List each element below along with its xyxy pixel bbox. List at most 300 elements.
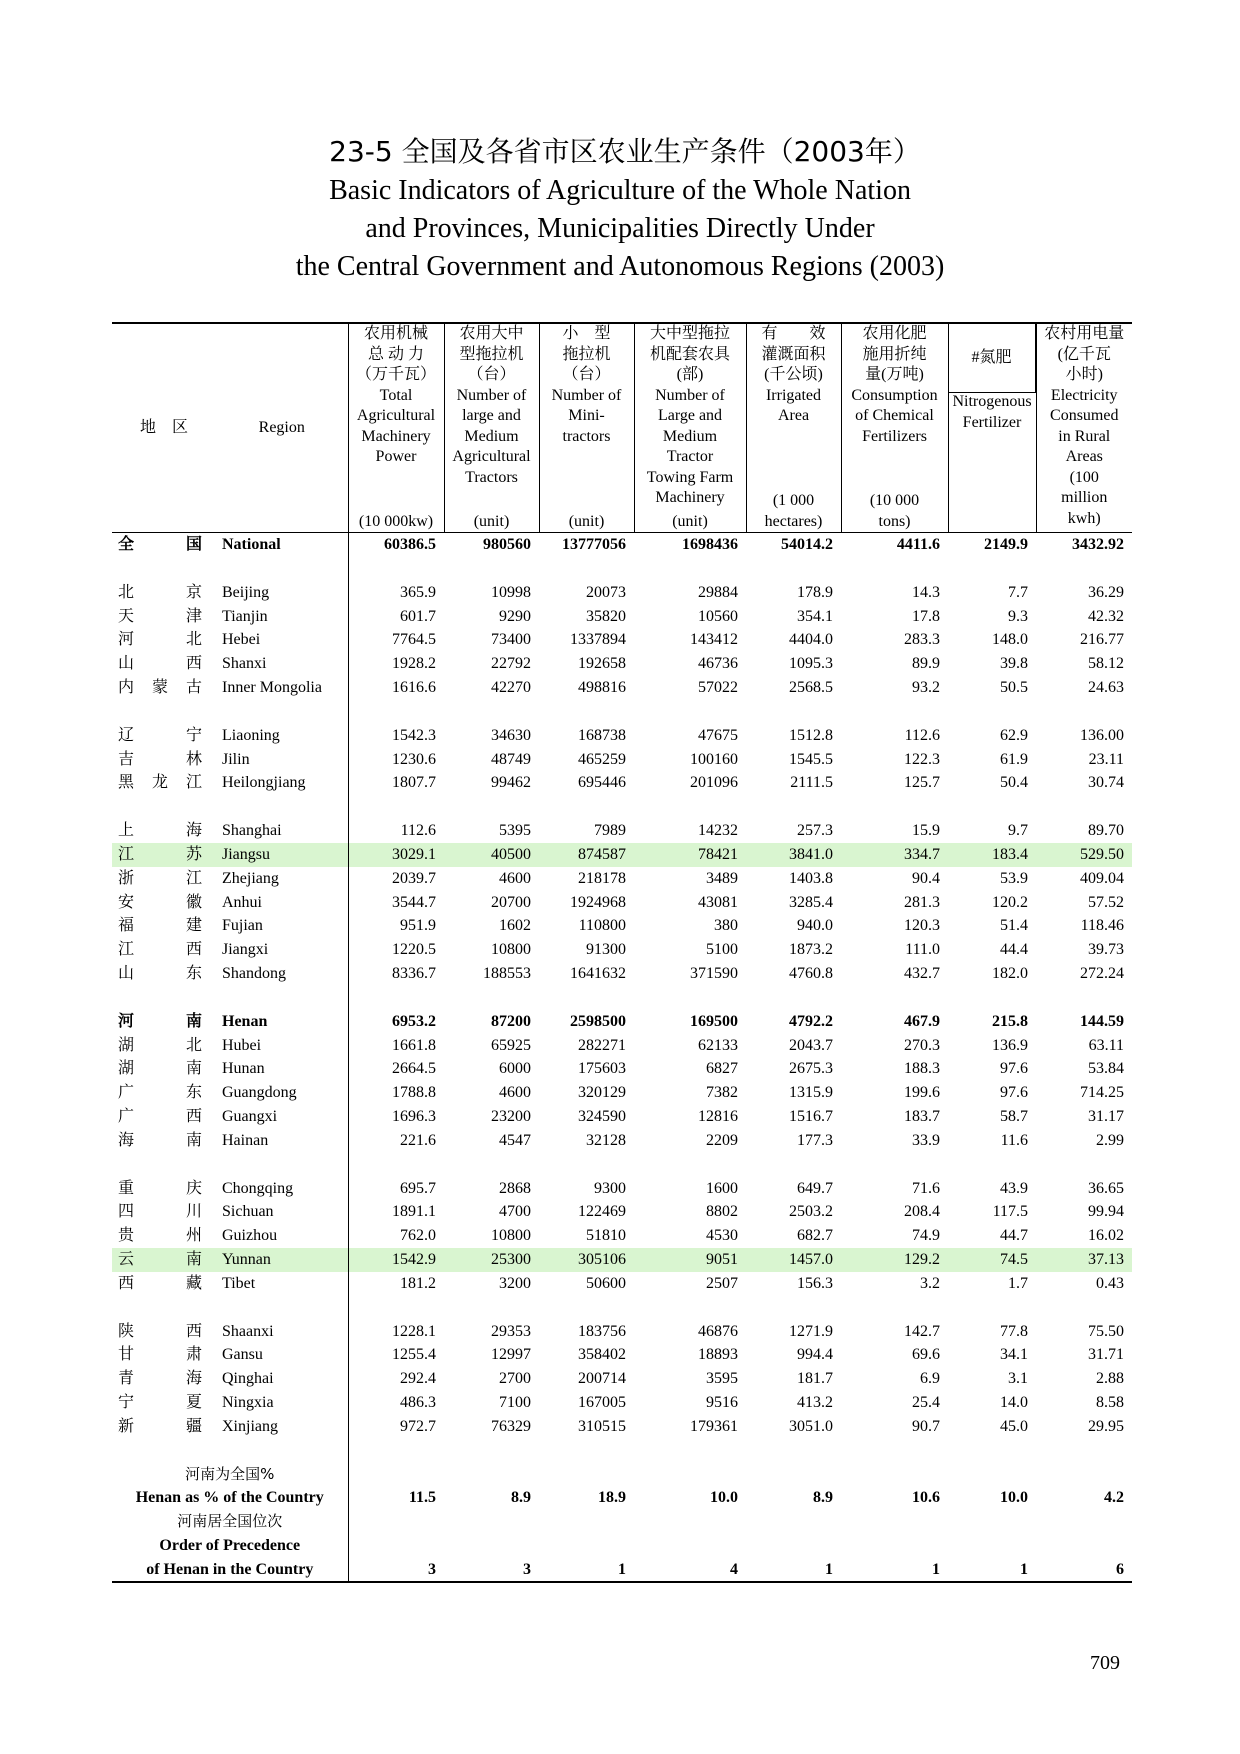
- value-cell: 33.9: [912, 1131, 940, 1149]
- value-cell: 76329: [491, 1417, 531, 1435]
- value-cell: 1457.0: [746, 1248, 841, 1272]
- value-cell: 167005: [578, 1393, 626, 1411]
- value-cell: 272.24: [1080, 964, 1124, 982]
- value-cell: 1230.6: [392, 750, 436, 768]
- footer-value: 6: [1036, 1558, 1132, 1583]
- region-cn: 北 京: [118, 583, 202, 601]
- table-row: [112, 1272, 1132, 1296]
- value-cell: 23.11: [1088, 750, 1124, 768]
- value-cell: 365.9: [400, 583, 436, 601]
- value-cell: 4700: [499, 1203, 531, 1221]
- value-cell: 175603: [578, 1060, 626, 1078]
- region-en: Xinjiang: [216, 1415, 348, 1439]
- value-cell: 50600: [586, 1274, 626, 1292]
- region-en: Yunnan: [216, 1248, 348, 1272]
- value-cell: 120.2: [992, 893, 1028, 911]
- value-cell: 4411.6: [896, 536, 940, 553]
- value-cell: 320129: [578, 1084, 626, 1102]
- header-col-6: 农用化肥 施用折纯 量(万吨) Consumption of Chemical Fertilizers (10 000 tons): [841, 323, 948, 533]
- region-cn: 辽 宁: [118, 726, 202, 744]
- value-cell: 5395: [499, 822, 531, 840]
- value-cell: 181.2: [400, 1274, 436, 1292]
- region-cn: 天 津: [118, 607, 202, 625]
- value-cell: 77.8: [1000, 1322, 1028, 1340]
- value-cell: 23200: [491, 1107, 531, 1125]
- region-en: Qinghai: [216, 1367, 348, 1391]
- value-cell: 168738: [578, 726, 626, 744]
- table-row: [112, 914, 1132, 938]
- value-cell: 74.5: [948, 1248, 1036, 1272]
- value-cell: 0.43: [1096, 1274, 1124, 1292]
- footer-value: 8.9: [813, 1489, 833, 1507]
- value-cell: 18893: [698, 1346, 738, 1364]
- value-cell: 112.6: [400, 822, 436, 840]
- table-row: [112, 652, 1132, 676]
- value-cell: 122.3: [904, 750, 940, 768]
- value-cell: 2149.9: [984, 536, 1028, 553]
- value-cell: 4600: [499, 869, 531, 887]
- region-en: Henan: [216, 1010, 348, 1034]
- value-cell: 6953.2: [392, 1012, 436, 1030]
- value-cell: 75.50: [1088, 1322, 1124, 1340]
- value-cell: 215.8: [992, 1012, 1028, 1030]
- value-cell: 46736: [698, 655, 738, 673]
- region-cn: 四 川: [118, 1203, 202, 1221]
- table-row: [112, 1129, 1132, 1153]
- value-cell: 1924968: [570, 893, 626, 911]
- value-cell: 5100: [706, 941, 738, 959]
- value-cell: 112.6: [904, 726, 940, 744]
- value-cell: 2043.7: [789, 1036, 833, 1054]
- footer-rank-cn-row: 河南居全国位次: [112, 1510, 1132, 1534]
- value-cell: 16.02: [1088, 1227, 1124, 1245]
- region-cn: 湖 南: [118, 1060, 202, 1078]
- footer-value: 10.6: [912, 1489, 940, 1507]
- footer-value: 1: [841, 1558, 948, 1583]
- value-cell: 50.4: [1000, 774, 1028, 792]
- value-cell: 1788.8: [392, 1084, 436, 1102]
- title-cn: 23-5 全国及各省市区农业生产条件（2003年）: [329, 135, 921, 168]
- value-cell: 6827: [706, 1060, 738, 1078]
- value-cell: 3432.92: [1072, 536, 1124, 553]
- value-cell: 682.7: [797, 1227, 833, 1245]
- value-cell: 1873.2: [789, 941, 833, 959]
- value-cell: 179361: [690, 1417, 738, 1435]
- value-cell: 36.65: [1088, 1179, 1124, 1197]
- value-cell: 1542.3: [392, 726, 436, 744]
- region-en: Jiangsu: [216, 843, 348, 867]
- region-cn: 内 蒙 古: [118, 678, 202, 696]
- region-cn: 新 疆: [118, 1417, 202, 1435]
- value-cell: 90.4: [912, 869, 940, 887]
- value-cell: 29353: [491, 1322, 531, 1340]
- region-en: Fujian: [216, 914, 348, 938]
- table-row: [112, 1010, 1132, 1034]
- value-cell: 183.4: [948, 843, 1036, 867]
- value-cell: 3595: [706, 1370, 738, 1388]
- spacer-row: [112, 986, 1132, 1010]
- value-cell: 111.0: [905, 941, 940, 959]
- region-en: Tibet: [216, 1272, 348, 1296]
- region-en: Shanghai: [216, 819, 348, 843]
- region-en: Shanxi: [216, 652, 348, 676]
- value-cell: 9.7: [1008, 822, 1028, 840]
- table-row: [112, 1415, 1132, 1439]
- value-cell: 1095.3: [789, 655, 833, 673]
- value-cell: 4547: [499, 1131, 531, 1149]
- value-cell: 43.9: [1000, 1179, 1028, 1197]
- footer-value: 4.2: [1104, 1489, 1124, 1507]
- value-cell: 192658: [578, 655, 626, 673]
- region-cn: 海 南: [118, 1131, 202, 1149]
- region-cn: 云 南: [112, 1248, 216, 1272]
- region-en: Guangxi: [216, 1105, 348, 1129]
- value-cell: 12997: [491, 1346, 531, 1364]
- region-cn: 山 东: [118, 964, 202, 982]
- table-row: [112, 819, 1132, 843]
- header-col-3: 小 型 拖拉机 （台） Number of Mini- tractors (unit): [539, 323, 634, 533]
- header-col-4: 大中型拖拉 机配套农具 (部) Number of Large and Medium Tractor Towing Farm Machinery (unit): [634, 323, 746, 533]
- value-cell: 2.99: [1096, 1131, 1124, 1149]
- region-cn: 福 建: [118, 917, 202, 935]
- value-cell: 110800: [578, 917, 626, 935]
- value-cell: 29884: [698, 583, 738, 601]
- region-cn: 重 庆: [118, 1179, 202, 1197]
- table-row: [112, 1177, 1132, 1201]
- value-cell: 2039.7: [392, 869, 436, 887]
- value-cell: 324590: [578, 1107, 626, 1125]
- value-cell: 25.4: [912, 1393, 940, 1411]
- footer-value: 18.9: [598, 1489, 626, 1507]
- value-cell: 257.3: [797, 822, 833, 840]
- table-row: [112, 605, 1132, 629]
- region-en: Heilongjiang: [216, 771, 348, 795]
- region-en: Shandong: [216, 962, 348, 986]
- value-cell: 188553: [483, 964, 531, 982]
- value-cell: 1.7: [1008, 1274, 1028, 1292]
- value-cell: 144.59: [1080, 1012, 1124, 1030]
- value-cell: 182.0: [992, 964, 1028, 982]
- footer-value: 3: [444, 1558, 539, 1583]
- value-cell: 122469: [578, 1203, 626, 1221]
- value-cell: 65925: [491, 1036, 531, 1054]
- spacer-row: [112, 1439, 1132, 1463]
- value-cell: 7764.5: [392, 631, 436, 649]
- value-cell: 37.13: [1036, 1248, 1132, 1272]
- value-cell: 218178: [578, 869, 626, 887]
- value-cell: 1602: [499, 917, 531, 935]
- value-cell: 1403.8: [789, 869, 833, 887]
- agriculture-table: [112, 322, 1132, 1583]
- region-cn: 广 东: [118, 1084, 202, 1102]
- value-cell: 31.71: [1088, 1346, 1124, 1364]
- value-cell: 8.58: [1096, 1393, 1124, 1411]
- table-row: [112, 676, 1132, 700]
- region-cn: 西 藏: [118, 1274, 202, 1292]
- value-cell: 14.3: [912, 583, 940, 601]
- value-cell: 2700: [499, 1370, 531, 1388]
- value-cell: 129.2: [841, 1248, 948, 1272]
- table-row: [112, 843, 1132, 867]
- value-cell: 1542.9: [348, 1248, 444, 1272]
- value-cell: 4404.0: [789, 631, 833, 649]
- value-cell: 432.7: [904, 964, 940, 982]
- header-col-5: 有 效 灌溉面积 (千公顷) Irrigated Area (1 000 hectares): [746, 323, 841, 533]
- region-en: Hunan: [216, 1057, 348, 1081]
- value-cell: 58.7: [1000, 1107, 1028, 1125]
- value-cell: 89.70: [1088, 822, 1124, 840]
- value-cell: 292.4: [400, 1370, 436, 1388]
- table-row: [112, 1057, 1132, 1081]
- value-cell: 221.6: [400, 1131, 436, 1149]
- value-cell: 2.88: [1096, 1370, 1124, 1388]
- footer-value: 11.5: [408, 1489, 436, 1507]
- value-cell: 762.0: [400, 1227, 436, 1245]
- footer-value: 1: [539, 1558, 634, 1583]
- value-cell: 1600: [706, 1179, 738, 1197]
- value-cell: 2111.5: [790, 774, 833, 792]
- value-cell: 3029.1: [348, 843, 444, 867]
- region-cn: 河 北: [118, 631, 202, 649]
- value-cell: 283.3: [904, 631, 940, 649]
- value-cell: 20700: [491, 893, 531, 911]
- region-en: Shaanxi: [216, 1320, 348, 1344]
- region-cn: 宁 夏: [118, 1393, 202, 1411]
- value-cell: 34630: [491, 726, 531, 744]
- value-cell: 156.3: [797, 1274, 833, 1292]
- value-cell: 188.3: [904, 1060, 940, 1078]
- region-cn: 陕 西: [118, 1322, 202, 1340]
- table-row: [112, 1105, 1132, 1129]
- value-cell: 310515: [578, 1417, 626, 1435]
- value-cell: 7989: [594, 822, 626, 840]
- value-cell: 529.50: [1036, 843, 1132, 867]
- value-cell: 6000: [499, 1060, 531, 1078]
- value-cell: 142.7: [904, 1322, 940, 1340]
- table-row: [112, 1200, 1132, 1224]
- value-cell: 1315.9: [789, 1084, 833, 1102]
- region-en: Hainan: [216, 1129, 348, 1153]
- page-number: 709: [1090, 1652, 1120, 1674]
- value-cell: 1661.8: [392, 1036, 436, 1054]
- value-cell: 42.32: [1088, 607, 1124, 625]
- region-cn: 青 海: [118, 1370, 202, 1388]
- region-cn: 河 南: [118, 1012, 202, 1030]
- value-cell: 4792.2: [789, 1012, 833, 1030]
- region-cn: 全 国: [118, 536, 202, 553]
- spacer-row: [112, 557, 1132, 581]
- value-cell: 20073: [586, 583, 626, 601]
- value-cell: 8802: [706, 1203, 738, 1221]
- table-row: [112, 938, 1132, 962]
- value-cell: 120.3: [904, 917, 940, 935]
- region-cn: 江 西: [118, 941, 202, 959]
- value-cell: 61.9: [1000, 750, 1028, 768]
- region-cn: 甘 肃: [118, 1346, 202, 1364]
- table-row: [112, 891, 1132, 915]
- region-cn: 湖 北: [118, 1036, 202, 1054]
- value-cell: 270.3: [904, 1036, 940, 1054]
- value-cell: 169500: [690, 1012, 738, 1030]
- value-cell: 45.0: [1000, 1417, 1028, 1435]
- header-col-2: 农用大中 型拖拉机 （台） Number of large and Medium Agricultural Tractors (unit): [444, 323, 539, 533]
- value-cell: 1807.7: [392, 774, 436, 792]
- value-cell: 980560: [483, 536, 531, 553]
- value-cell: 36.29: [1088, 583, 1124, 601]
- footer-pct-row: Henan as % of the Country 11.5 8.9 18.9 10.0 8.9 10.6 10.0 4.2: [112, 1486, 1132, 1510]
- value-cell: 177.3: [797, 1131, 833, 1149]
- value-cell: 90.7: [912, 1417, 940, 1435]
- value-cell: 71.6: [912, 1179, 940, 1197]
- footer-value: 10.0: [710, 1489, 738, 1507]
- region-cn: 广 西: [118, 1107, 202, 1125]
- value-cell: 10800: [491, 941, 531, 959]
- value-cell: 2503.2: [789, 1203, 833, 1221]
- value-cell: 305106: [539, 1248, 634, 1272]
- value-cell: 57022: [698, 678, 738, 696]
- value-cell: 3051.0: [789, 1417, 833, 1435]
- region-en: Liaoning: [216, 724, 348, 748]
- value-cell: 178.9: [797, 583, 833, 601]
- value-cell: 51.4: [1000, 917, 1028, 935]
- region-cn: 贵 州: [118, 1227, 202, 1245]
- value-cell: 1516.7: [789, 1107, 833, 1125]
- value-cell: 44.7: [1000, 1227, 1028, 1245]
- value-cell: 63.11: [1088, 1036, 1124, 1054]
- value-cell: 714.25: [1080, 1084, 1124, 1102]
- value-cell: 9051: [634, 1248, 746, 1272]
- value-cell: 15.9: [912, 822, 940, 840]
- value-cell: 4760.8: [789, 964, 833, 982]
- spacer-row: [112, 1296, 1132, 1320]
- value-cell: 3200: [499, 1274, 531, 1292]
- value-cell: 32128: [586, 1131, 626, 1149]
- value-cell: 43081: [698, 893, 738, 911]
- value-cell: 40500: [444, 843, 539, 867]
- value-cell: 7382: [706, 1084, 738, 1102]
- value-cell: 13777056: [562, 536, 626, 553]
- region-cn: 黑 龙 江: [118, 774, 202, 792]
- header-region-en: Region: [216, 323, 348, 533]
- value-cell: 1337894: [570, 631, 626, 649]
- value-cell: 281.3: [904, 893, 940, 911]
- value-cell: 181.7: [797, 1370, 833, 1388]
- value-cell: 695446: [578, 774, 626, 792]
- value-cell: 1696.3: [392, 1107, 436, 1125]
- footer-value: 3: [348, 1558, 444, 1583]
- value-cell: 34.1: [1000, 1346, 1028, 1364]
- value-cell: 97.6: [1000, 1060, 1028, 1078]
- spacer-row: [112, 1153, 1132, 1177]
- spacer-row: [112, 795, 1132, 819]
- value-cell: 10560: [698, 607, 738, 625]
- value-cell: 143412: [690, 631, 738, 649]
- value-cell: 54014.2: [781, 536, 833, 553]
- value-cell: 99.94: [1088, 1203, 1124, 1221]
- value-cell: 413.2: [797, 1393, 833, 1411]
- value-cell: 371590: [690, 964, 738, 982]
- value-cell: 9300: [594, 1179, 626, 1197]
- value-cell: 282271: [578, 1036, 626, 1054]
- value-cell: 48749: [491, 750, 531, 768]
- value-cell: 91300: [586, 941, 626, 959]
- value-cell: 9516: [706, 1393, 738, 1411]
- header-region-cn: 地 区: [112, 323, 216, 533]
- value-cell: 695.7: [400, 1179, 436, 1197]
- region-en: Guangdong: [216, 1081, 348, 1105]
- value-cell: 874587: [539, 843, 634, 867]
- value-cell: 2664.5: [392, 1060, 436, 1078]
- footer-rank-row: of Henan in the Country 3 3 1 4 1 1 1 6: [112, 1558, 1132, 1583]
- title-block: [0, 132, 1240, 286]
- value-cell: 1698436: [682, 536, 738, 553]
- value-cell: 2868: [499, 1179, 531, 1197]
- value-cell: 58.12: [1088, 655, 1124, 673]
- value-cell: 10998: [491, 583, 531, 601]
- value-cell: 11.6: [1000, 1131, 1028, 1149]
- table-row: [112, 533, 1132, 557]
- region-en: Guizhou: [216, 1224, 348, 1248]
- value-cell: 1228.1: [392, 1322, 436, 1340]
- table-row: [112, 1034, 1132, 1058]
- value-cell: 39.8: [1000, 655, 1028, 673]
- value-cell: 3544.7: [392, 893, 436, 911]
- value-cell: 39.73: [1088, 941, 1124, 959]
- value-cell: 87200: [491, 1012, 531, 1030]
- value-cell: 117.5: [992, 1203, 1028, 1221]
- region-en: Jiangxi: [216, 938, 348, 962]
- value-cell: 4530: [706, 1227, 738, 1245]
- value-cell: 53.84: [1088, 1060, 1124, 1078]
- region-cn: 浙 江: [118, 869, 202, 887]
- footer-rank-en1-row: Order of Precedence: [112, 1534, 1132, 1558]
- table-row: [112, 581, 1132, 605]
- value-cell: 649.7: [797, 1179, 833, 1197]
- value-cell: 183.7: [904, 1107, 940, 1125]
- value-cell: 1616.6: [392, 678, 436, 696]
- table-row: [112, 771, 1132, 795]
- footer-value: 1: [948, 1558, 1036, 1583]
- value-cell: 136.9: [992, 1036, 1028, 1054]
- value-cell: 2598500: [570, 1012, 626, 1030]
- region-en: Anhui: [216, 891, 348, 915]
- value-cell: 601.7: [400, 607, 436, 625]
- value-cell: 1271.9: [789, 1322, 833, 1340]
- value-cell: 4600: [499, 1084, 531, 1102]
- value-cell: 940.0: [797, 917, 833, 935]
- region-en: Jilin: [216, 748, 348, 772]
- region-cn: 吉 林: [118, 750, 202, 768]
- value-cell: 358402: [578, 1346, 626, 1364]
- value-cell: 17.8: [912, 607, 940, 625]
- value-cell: 35820: [586, 607, 626, 625]
- table-row: [112, 724, 1132, 748]
- value-cell: 409.04: [1080, 869, 1124, 887]
- table-row: [112, 1320, 1132, 1344]
- value-cell: 46876: [698, 1322, 738, 1340]
- title-en-line3: the Central Government and Autonomous Regions (2003): [295, 251, 945, 282]
- value-cell: 47675: [698, 726, 738, 744]
- value-cell: 8336.7: [392, 964, 436, 982]
- value-cell: 57.52: [1088, 893, 1124, 911]
- value-cell: 208.4: [904, 1203, 940, 1221]
- value-cell: 486.3: [400, 1393, 436, 1411]
- region-cn: 安 徽: [118, 893, 202, 911]
- value-cell: 994.4: [797, 1346, 833, 1364]
- region-cn: 山 西: [118, 655, 202, 673]
- table-row: [112, 748, 1132, 772]
- value-cell: 200714: [578, 1370, 626, 1388]
